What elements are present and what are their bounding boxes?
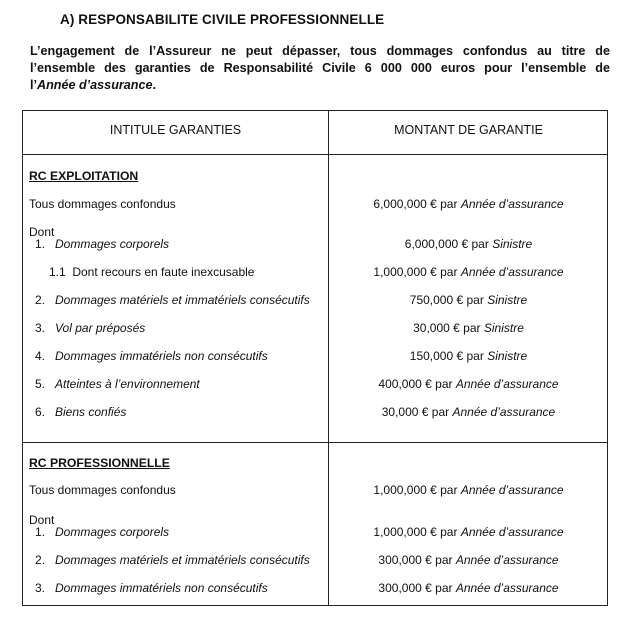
row-value: 6,000,000 € par Année d’assurance (373, 197, 564, 211)
row-label: 4. Dommages immatériels non consécutifs (35, 349, 268, 363)
row-value: 30,000 € par Année d’assurance (381, 405, 556, 419)
table-row (23, 321, 607, 337)
row-label: Tous dommages confondus (29, 197, 176, 211)
table-row (23, 525, 607, 541)
row-value: 150,000 € par Sinistre (409, 349, 528, 363)
row-label: Tous dommages confondus (29, 483, 176, 497)
table-row (23, 197, 607, 213)
row-value: 750,000 € par Sinistre (409, 293, 528, 307)
table-row (23, 377, 607, 393)
row-value: 1,000,000 € par Année d’assurance (373, 483, 564, 497)
table-row (23, 237, 607, 253)
table-row (23, 265, 607, 281)
row-label: 6. Biens confiés (35, 405, 127, 419)
intro-paragraph (30, 43, 610, 94)
dont-label: Dont (29, 225, 55, 239)
row-value: 1,000,000 € par Année d’assurance (373, 265, 564, 279)
table-row (23, 349, 607, 365)
row-value: 400,000 € par Année d’assurance (378, 377, 559, 391)
row-value: 300,000 € par Année d’assurance (378, 553, 559, 567)
row-value: 300,000 € par Année d’assurance (378, 581, 559, 595)
row-value: 6,000,000 € par Sinistre (404, 237, 533, 251)
table-row (23, 483, 607, 499)
intro-line-2: l’ensemble des garanties de Responsabilité Civile 6 000 000 euros pour l’ensemble de (30, 61, 610, 75)
row-value: 30,000 € par Sinistre (413, 321, 524, 335)
dont-label: Dont (29, 513, 55, 527)
section-rule (23, 442, 607, 443)
row-label: 1.1 Dont recours en faute inexcusable (49, 265, 255, 279)
table-row (23, 293, 607, 309)
row-label: 3. Vol par préposés (35, 321, 146, 335)
table-row (23, 405, 607, 421)
row-label: 3. Dommages immatériels non consécutifs (35, 581, 268, 595)
row-label: 1. Dommages corporels (35, 525, 170, 539)
guarantees-table (22, 110, 608, 606)
row-label: 2. Dommages matériels et immatériels consécutifs (35, 553, 310, 567)
row-value: 1,000,000 € par Année d’assurance (373, 525, 564, 539)
intro-line-3-term: Année d’assurance (37, 78, 153, 92)
intro-line-3-prefix: l’ (30, 78, 37, 92)
intro-line-3-suffix: . (152, 78, 156, 92)
row-label: 5. Atteintes à l’environnement (35, 377, 200, 391)
table-row (23, 553, 607, 569)
row-label: 2. Dommages matériels et immatériels consécutifs (35, 293, 310, 307)
section-title-rc-exploitation: RC EXPLOITATION (29, 169, 139, 183)
row-label: 1. Dommages corporels (35, 237, 170, 251)
intro-line-3 (30, 77, 610, 94)
intro-line-1: L’engagement de l’Assureur ne peut dépasser, tous dommages confondus au titre de (30, 44, 610, 58)
column-header-montant: MONTANT DE GARANTIE (394, 123, 543, 137)
column-header-intitule: INTITULE GARANTIES (109, 123, 242, 137)
section-heading: A) RESPONSABILITE CIVILE PROFESSIONNELLE (60, 12, 385, 27)
header-rule (23, 154, 607, 155)
table-row (23, 581, 607, 597)
section-title-rc-professionnelle: RC PROFESSIONNELLE (29, 456, 170, 470)
